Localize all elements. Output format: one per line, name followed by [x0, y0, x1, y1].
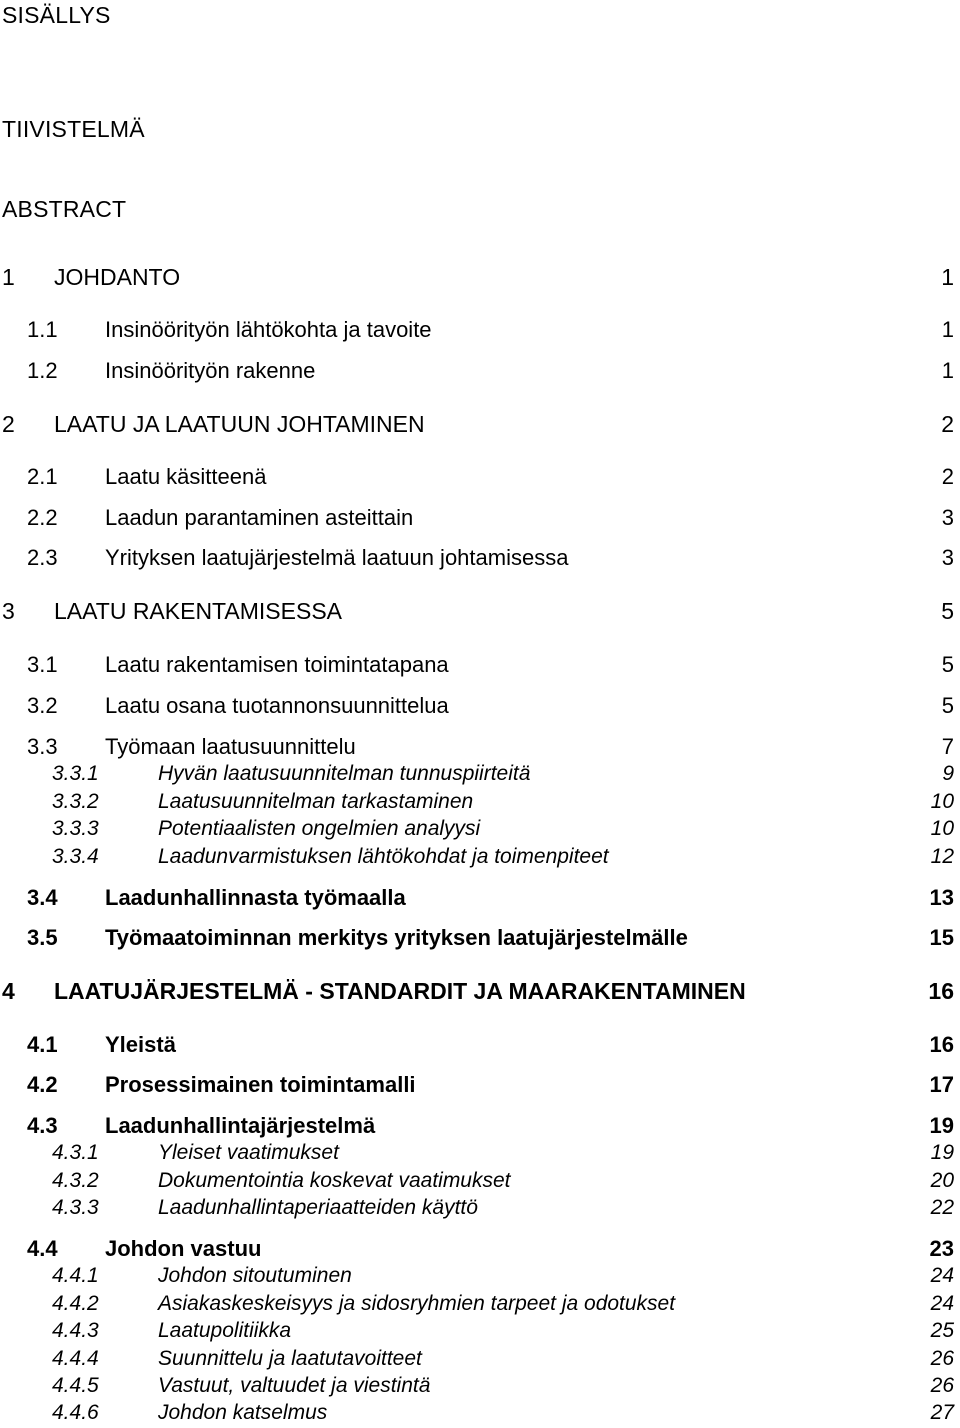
toc-entry	[0, 356, 954, 386]
toc-entry-title: LAATU JA LAATUUN JOHTAMINEN	[54, 411, 425, 437]
toc-entry-title: Laatusuunnitelman tarkastaminen	[158, 790, 474, 813]
toc-entry	[0, 1371, 954, 1401]
toc-entry-number: 4.4.3	[52, 1319, 99, 1342]
toc-entry	[0, 315, 954, 345]
toc-entry	[0, 1138, 954, 1168]
toc-entry-title: Laadunhallinnasta työmaalla	[105, 885, 406, 910]
toc-entry-number: 4.4	[27, 1236, 58, 1261]
toc-entry-page: 25	[930, 1319, 954, 1342]
toc-entry	[0, 1289, 954, 1319]
toc-entry-title: JOHDANTO	[54, 264, 181, 290]
toc-entry-number: 4.1	[27, 1032, 58, 1057]
toc-entry	[0, 1030, 954, 1060]
toc-entry-number: 4.3.2	[52, 1169, 99, 1192]
toc-entry-page: 12	[930, 845, 954, 868]
toc-entry-number: 3.1	[27, 652, 58, 677]
toc-entry-title: Insinöörityön rakenne	[105, 358, 316, 383]
toc-entry-title: Vastuut, valtuudet ja viestintä	[158, 1374, 431, 1397]
toc-entry-page: 10	[930, 817, 954, 840]
toc-entry-title: Insinöörityön lähtökohta ja tavoite	[105, 317, 432, 342]
toc-entry-page: 16	[929, 1032, 954, 1057]
toc-entry-title: LAATUJÄRJESTELMÄ - STANDARDIT JA MAARAKENTAMINEN	[54, 978, 746, 1004]
toc-entry	[0, 462, 954, 492]
toc-entry-number: 4.2	[27, 1072, 58, 1097]
toc-entry-page: 22	[930, 1196, 954, 1219]
toc-entry-page: 2	[941, 464, 954, 489]
toc-entry-title: Laadunhallintajärjestelmä	[105, 1113, 376, 1138]
toc-entry	[0, 262, 954, 292]
heading-summary: TIIVISTELMÄ	[2, 116, 145, 142]
toc-entry-number: 1.2	[27, 358, 58, 383]
toc-entry-number: 3.3.4	[52, 845, 99, 868]
toc-entry-number: 3	[2, 598, 15, 624]
toc-entry-number: 2	[2, 411, 15, 437]
toc-entry-page: 5	[941, 598, 954, 624]
toc-entry	[0, 1193, 954, 1223]
toc-entry-number: 4.4.6	[52, 1401, 99, 1424]
toc-entry-page: 5	[941, 693, 954, 718]
toc-entry-page: 27	[930, 1401, 954, 1424]
toc-entry	[0, 976, 954, 1006]
toc-entry-page: 24	[930, 1264, 954, 1287]
toc-entry-page: 20	[930, 1169, 954, 1192]
toc-entry-number: 4.3.3	[52, 1196, 99, 1219]
toc-entry	[0, 1111, 954, 1141]
toc-entry-number: 4.4.2	[52, 1292, 99, 1315]
toc-entry-title: Johdon sitoutuminen	[158, 1264, 352, 1287]
toc-entry-title: Hyvän laatusuunnitelman tunnuspiirteitä	[158, 762, 531, 785]
toc-entry-title: Johdon katselmus	[158, 1401, 328, 1424]
toc-entry-title: Työmaatoiminnan merkitys yrityksen laatujärjestelmälle	[105, 925, 688, 950]
toc-entry-title: Työmaan laatusuunnittelu	[105, 734, 356, 759]
toc-entry-title: LAATU RAKENTAMISESSA	[54, 598, 342, 624]
toc-entry-page: 17	[929, 1072, 954, 1097]
toc-entry	[0, 732, 954, 762]
toc-entry-title: Potentiaalisten ongelmien analyysi	[158, 817, 481, 840]
toc-entry	[0, 923, 954, 953]
toc-entry-title: Yrityksen laatujärjestelmä laatuun johtamisessa	[105, 545, 569, 570]
toc-entry-page: 9	[942, 762, 954, 785]
toc-entry	[0, 1261, 954, 1291]
toc-entry-number: 4.4.4	[52, 1347, 99, 1370]
toc-entry	[0, 1398, 954, 1428]
toc-entry	[0, 842, 954, 872]
toc-entry-title: Suunnittelu ja laatutavoitteet	[158, 1347, 422, 1370]
toc-entry-number: 1	[2, 264, 15, 290]
toc-entry-page: 7	[941, 734, 954, 759]
toc-entry-title: Laadunvarmistuksen lähtökohdat ja toimenpiteet	[158, 845, 609, 868]
toc-entry	[0, 1234, 954, 1264]
toc-entry-title: Yleistä	[105, 1032, 176, 1057]
toc-entry	[0, 1166, 954, 1196]
toc-entry	[0, 543, 954, 573]
toc-entry-page: 16	[928, 978, 954, 1004]
toc-entry	[0, 1070, 954, 1100]
toc-entry	[0, 1316, 954, 1346]
toc-entry	[0, 409, 954, 439]
heading-contents: SISÄLLYS	[2, 2, 111, 28]
toc-entry-title: Yleiset vaatimukset	[158, 1141, 339, 1164]
toc-entry-number: 4	[2, 978, 15, 1004]
toc-entry-number: 3.4	[27, 885, 58, 910]
toc-entry-title: Johdon vastuu	[105, 1236, 262, 1261]
toc-entry-title: Laadun parantaminen asteittain	[105, 505, 414, 530]
toc-entry-title: Laatu käsitteenä	[105, 464, 267, 489]
toc-entry	[0, 759, 954, 789]
toc-entry-number: 3.3.2	[52, 790, 99, 813]
toc-entry-title: Asiakaskeskeisyys ja sidosryhmien tarpeet ja odotukset	[158, 1292, 676, 1315]
toc-entry-title: Laatu osana tuotannonsuunnittelua	[105, 693, 449, 718]
toc-entry-number: 4.3	[27, 1113, 58, 1138]
toc-entry	[0, 814, 954, 844]
toc-entry-number: 4.4.1	[52, 1264, 99, 1287]
toc-entry-number: 3.3.3	[52, 817, 99, 840]
toc-entry-title: Dokumentointia koskevat vaatimukset	[158, 1169, 511, 1192]
toc-entry	[0, 503, 954, 533]
toc-entry-page: 19	[929, 1113, 954, 1138]
toc-entry-page: 13	[929, 885, 954, 910]
toc-entry-page: 1	[941, 358, 954, 383]
toc-entry-number: 3.3	[27, 734, 58, 759]
toc-entry-number: 3.5	[27, 925, 58, 950]
toc-entry-page: 19	[930, 1141, 954, 1164]
toc-entry-number: 4.4.5	[52, 1374, 99, 1397]
toc-entry-page: 24	[930, 1292, 954, 1315]
toc-entry-page: 3	[941, 545, 954, 570]
toc-entry-title: Laatu rakentamisen toimintatapana	[105, 652, 449, 677]
toc-entry-page: 23	[929, 1236, 954, 1261]
toc-entry-number: 1.1	[27, 317, 58, 342]
toc-entry-number: 3.3.1	[52, 762, 99, 785]
toc-entry-title: Laadunhallintaperiaatteiden käyttö	[158, 1196, 478, 1219]
toc-entry-number: 4.3.1	[52, 1141, 99, 1164]
toc-entry	[0, 691, 954, 721]
toc-entry-page: 5	[941, 652, 954, 677]
toc-entry-page: 26	[930, 1347, 954, 1370]
toc-entry	[0, 883, 954, 913]
toc-entry-number: 2.1	[27, 464, 58, 489]
toc-entry-title: Prosessimainen toimintamalli	[105, 1072, 416, 1097]
toc-entry-page: 2	[941, 411, 954, 437]
toc-entry	[0, 1344, 954, 1374]
toc-entry-page: 26	[930, 1374, 954, 1397]
toc-entry	[0, 650, 954, 680]
toc-entry-number: 3.2	[27, 693, 58, 718]
toc-entry-number: 2.3	[27, 545, 58, 570]
toc-entry-page: 10	[930, 790, 954, 813]
toc-entry-page: 1	[941, 317, 954, 342]
toc-entry	[0, 787, 954, 817]
toc-entry-page: 1	[941, 264, 954, 290]
toc-entry-page: 15	[929, 925, 954, 950]
toc-entry-page: 3	[941, 505, 954, 530]
toc-entry	[0, 596, 954, 626]
heading-abstract: ABSTRACT	[2, 196, 127, 222]
toc-entry-number: 2.2	[27, 505, 58, 530]
toc-entry-title: Laatupolitiikka	[158, 1319, 292, 1342]
